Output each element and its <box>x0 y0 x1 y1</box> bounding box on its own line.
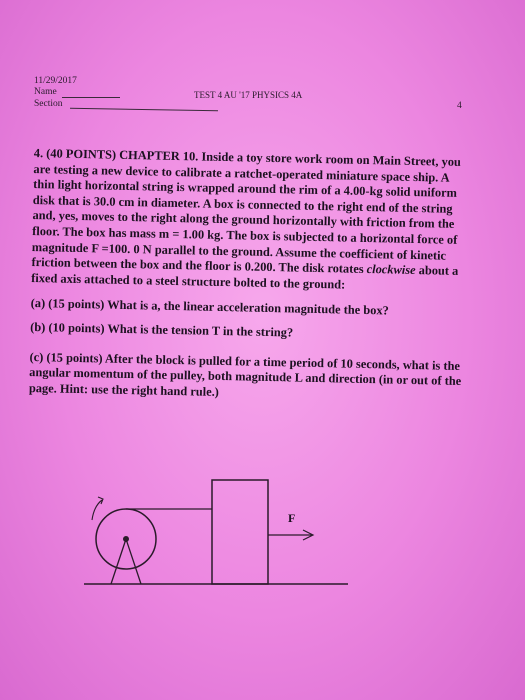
name-label: Name <box>34 87 57 97</box>
box <box>212 480 268 584</box>
test-title: TEST 4 AU '17 PHYSICS 4A <box>194 90 303 100</box>
intro-emphasis: clockwise <box>366 262 416 278</box>
part-c-question: (c) (15 points) After the block is pulled for a time period of 10 seconds, what is the angular momentum of the pulley, both magnitude L and direction (in or out of the page. Hint: use the right hand rule.) <box>28 349 462 399</box>
pulley-support-left <box>111 539 126 584</box>
part-a-question: (a) (15 points) What is a, the linear acceleration magnitude the box? <box>30 296 389 318</box>
part-b-question: (b) (10 points) What is the tension T in the string? <box>30 319 294 340</box>
page-number: 4 <box>457 101 462 111</box>
pulley-support-right <box>126 539 141 584</box>
force-label: F <box>288 511 296 525</box>
rotation-arrow <box>92 500 102 520</box>
intro-part-1: 4. (40 POINTS) CHAPTER 10. Inside a toy store work room on Main Street, you are testing a new device to calibrate a ratchet-operated miniature space ship. A thin light horizontal string is wrapped around the rim of a 4.00-kg solid uniform disk that is 30.0 cm in diameter. A box is connected to the right end of the string and, yes, moves to the right along the ground horizontally with friction from the floor. The box has mass m = 1.00 kg. The box is subjected to a horizontal force of magnitude F =100. 0 N parallel to the ground. Assume the coefficient of kinetic friction between the box and the floor is 0.200. The disk rotates <box>31 146 462 277</box>
date-text: 11/29/2017 <box>34 76 77 86</box>
section-label: Section <box>34 99 63 109</box>
intro-part-2: about a fixed axis attached to a steel structure bolted to the ground: <box>31 263 459 292</box>
